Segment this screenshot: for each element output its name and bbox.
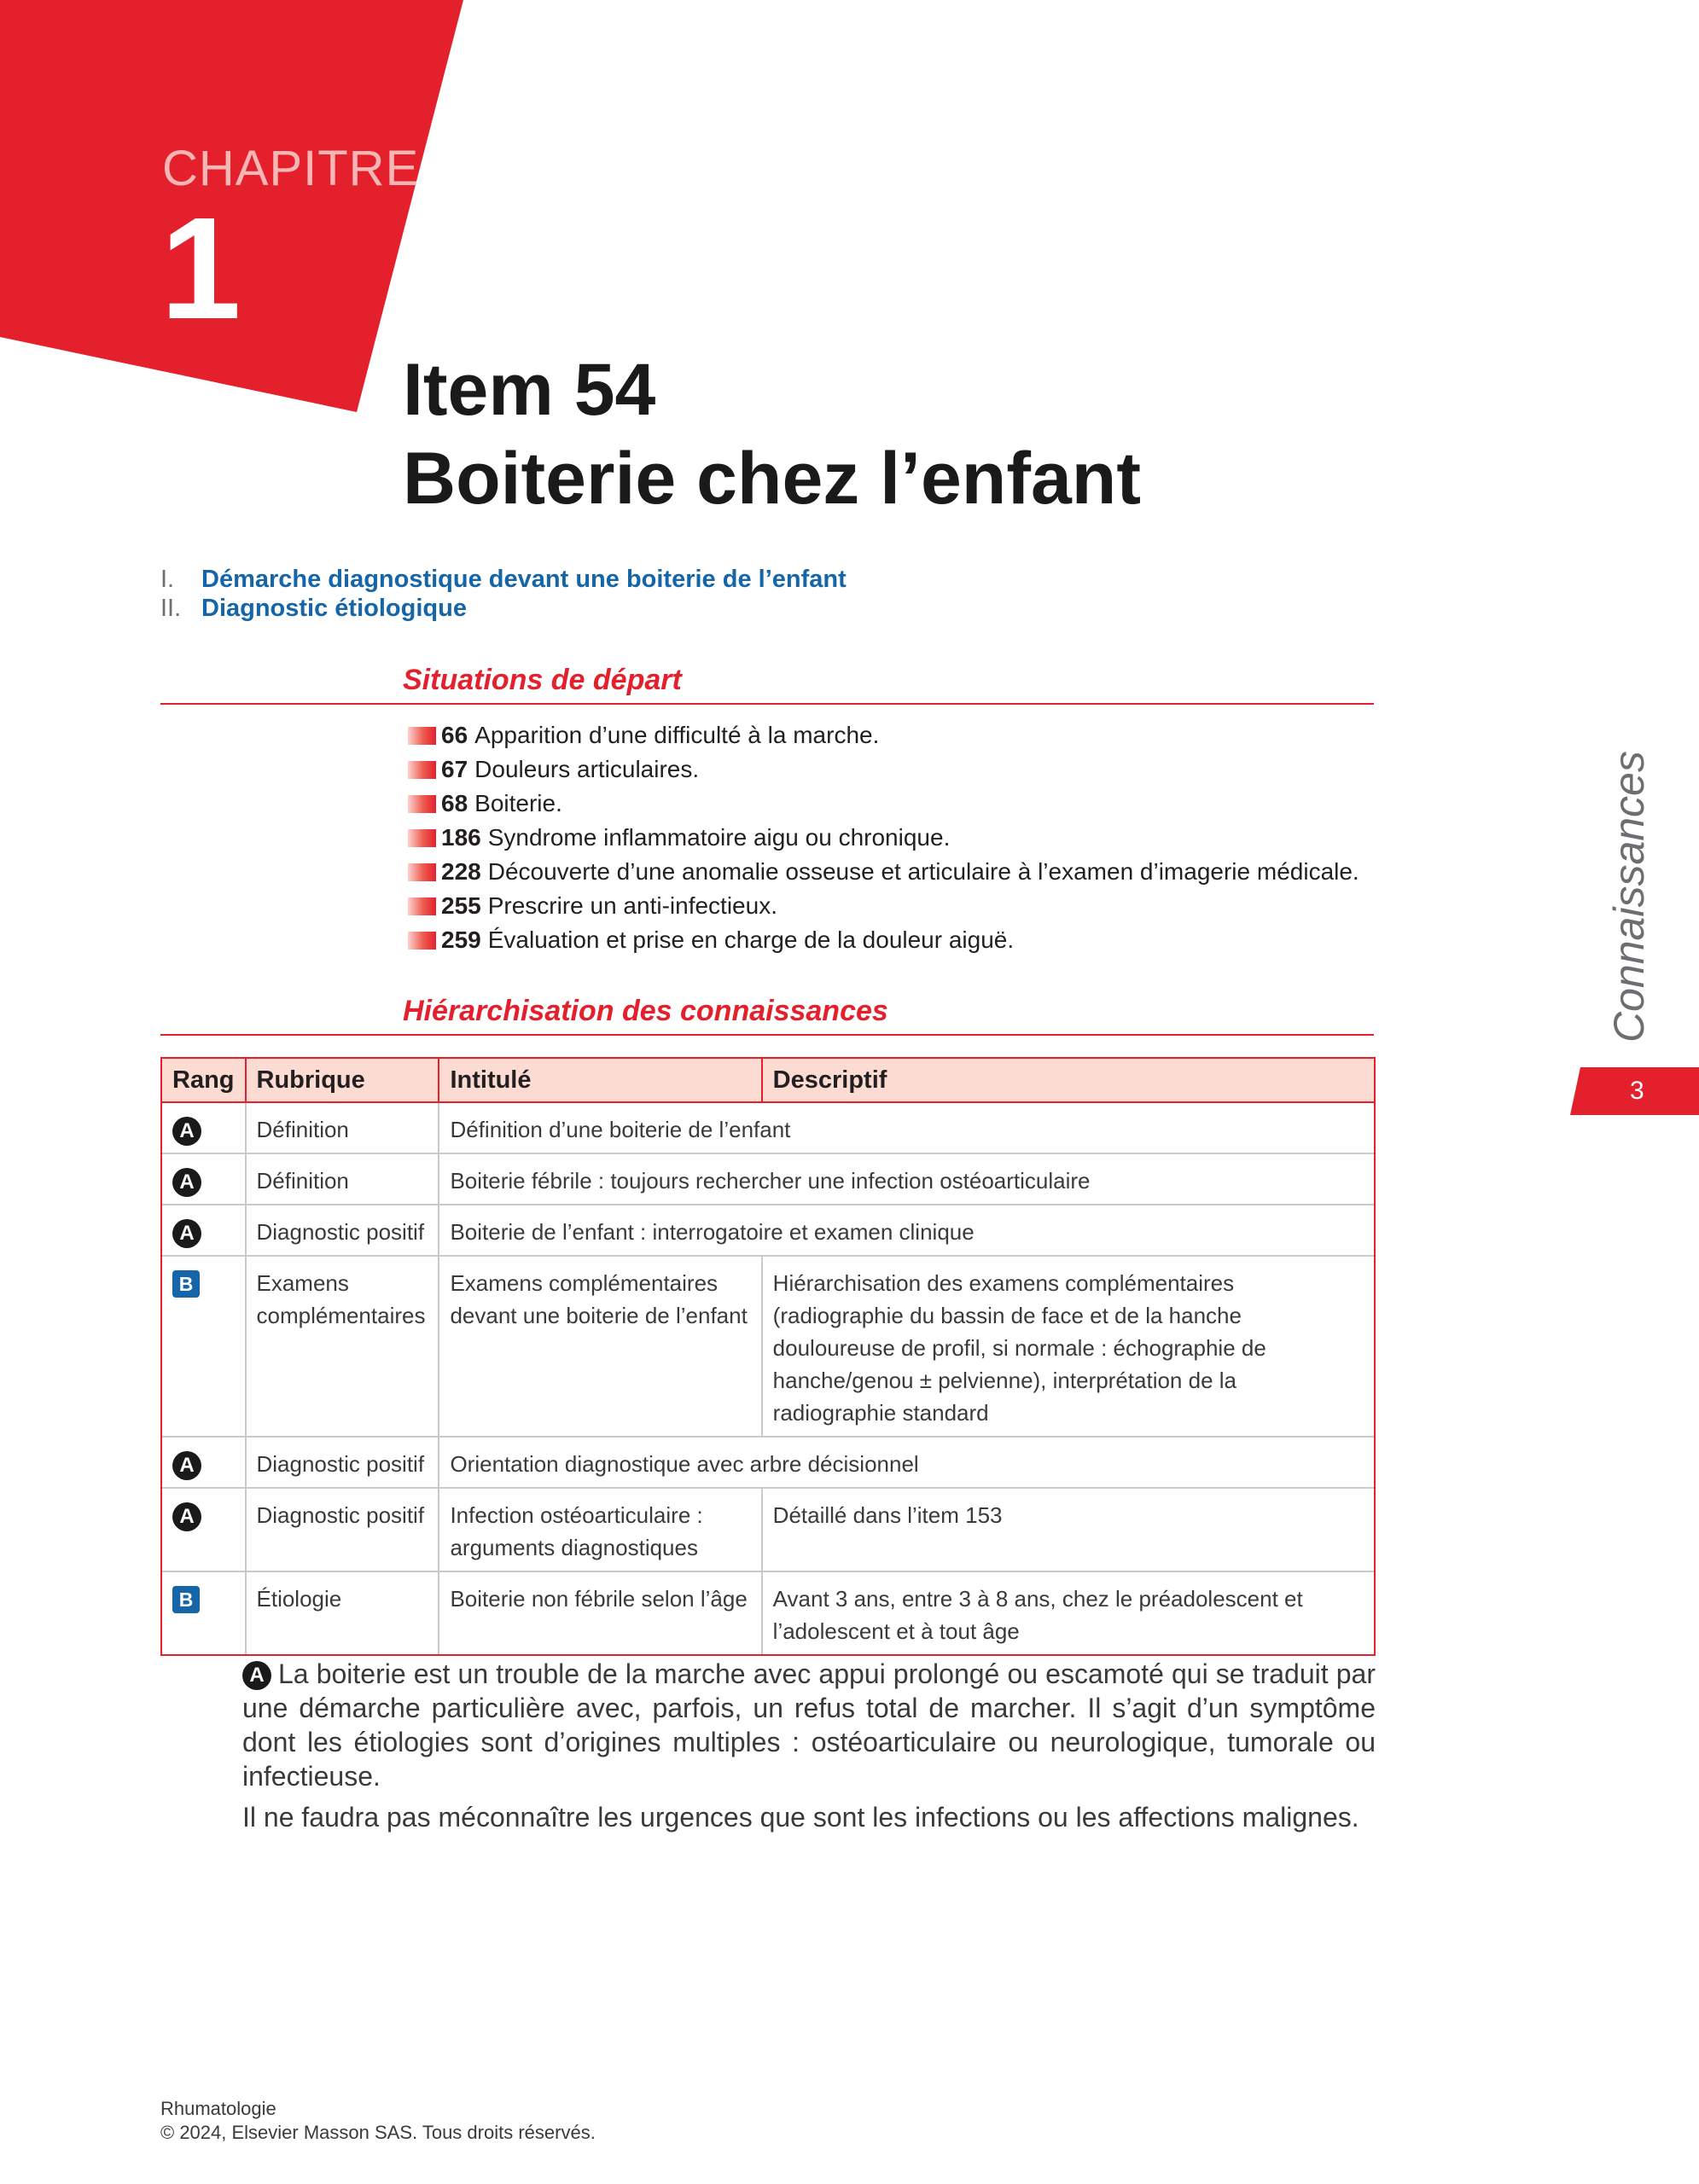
rubrique-cell: Définition (246, 1102, 439, 1153)
toc-link[interactable]: Diagnostic étiologique (201, 595, 467, 622)
rubrique-cell: Diagnostic positif (246, 1488, 439, 1571)
situations-heading: Situations de départ (403, 664, 682, 696)
toc-entry[interactable] (160, 565, 847, 594)
intitule-cell: Boiterie de l’enfant : interrogatoire et examen clinique (439, 1205, 1375, 1256)
situation-code: 255 (441, 892, 481, 919)
bullet-marker-icon (408, 829, 436, 847)
table-row (161, 1571, 1375, 1655)
situations-heading-bar (160, 664, 1374, 705)
descriptif-cell: Hiérarchisation des examens complémentaires (radiographie du bassin de face et de la hanche douloureuse de profil, si normale : échographie de hanche/genou ± pelvienne), interprétation de la radiographie standard (762, 1256, 1375, 1437)
rubrique-cell: Diagnostic positif (246, 1437, 439, 1488)
descriptif-cell: Détaillé dans l’item 153 (762, 1488, 1375, 1571)
hierarchy-table (160, 1057, 1376, 1656)
bullet-marker-icon (408, 932, 436, 950)
intro-paragraph-text: La boiterie est un trouble de la marche avec appui prolongé ou escamoté qui se traduit par une démarche particulière avec, parfois, un refus total de marcher. Il s’agit d’un symptôme dont les étiologies sont d’origines multiples : ostéoarticulaire ou neurologique, tumorale ou infectieuse. (242, 1658, 1376, 1792)
situation-code: 68 (441, 790, 468, 816)
rank-cell (161, 1153, 246, 1205)
table-row (161, 1488, 1375, 1571)
chapter-number: 1 (160, 188, 241, 350)
table-row (161, 1153, 1375, 1205)
page-title (403, 346, 1141, 523)
footer-copyright: © 2024, Elsevier Masson SAS. Tous droits réservés. (160, 2122, 596, 2143)
intitule-cell: Définition d’une boiterie de l’enfant (439, 1102, 1375, 1153)
table-header-row (161, 1058, 1375, 1102)
situation-text: Apparition d’une difficulté à la marche. (474, 722, 880, 748)
rank-a-badge: A (172, 1168, 201, 1197)
list-item (408, 787, 1359, 821)
list-item (408, 821, 1359, 855)
intitule-cell: Boiterie fébrile : toujours rechercher une infection ostéoarticulaire (439, 1153, 1375, 1205)
table-row (161, 1102, 1375, 1153)
bullet-marker-icon (408, 761, 436, 779)
item-name: Boiterie chez l’enfant (403, 438, 1141, 520)
rank-cell (161, 1437, 246, 1488)
situations-list (408, 718, 1359, 957)
page-number: 3 (1630, 1077, 1644, 1105)
rank-a-badge: A (172, 1502, 201, 1531)
situation-code: 66 (441, 722, 468, 748)
rank-cell (161, 1102, 246, 1153)
column-header-rubrique: Rubrique (246, 1058, 439, 1102)
descriptif-cell: Avant 3 ans, entre 3 à 8 ans, chez le préadolescent et l’adolescent et à tout âge (762, 1571, 1375, 1655)
list-item (408, 855, 1359, 889)
hierarchy-heading: Hiérarchisation des connaissances (403, 995, 888, 1027)
column-header-intitule: Intitulé (439, 1058, 761, 1102)
rank-a-badge: A (172, 1451, 201, 1480)
bullet-marker-icon (408, 727, 436, 745)
list-item (408, 923, 1359, 957)
footer-book-title: Rhumatologie (160, 2098, 276, 2119)
situation-text: Douleurs articulaires. (474, 756, 700, 782)
intitule-cell: Infection ostéoarticulaire : arguments diagnostiques (439, 1488, 761, 1571)
intro-paragraph: Il ne faudra pas méconnaître les urgences que sont les infections ou les affections malignes. (242, 1802, 1359, 1833)
hierarchy-heading-bar (160, 995, 1374, 1036)
intitule-cell: Examens complémentaires devant une boiterie de l’enfant (439, 1256, 761, 1437)
intro-text (242, 1657, 1376, 1841)
rubrique-cell: Étiologie (246, 1571, 439, 1655)
toc-link[interactable]: Démarche diagnostique devant une boiterie de l’enfant (201, 566, 847, 593)
rank-cell (161, 1256, 246, 1437)
section-side-label: Connaissances (1605, 751, 1653, 1043)
intitule-cell: Boiterie non fébrile selon l’âge (439, 1571, 761, 1655)
rubrique-cell: Diagnostic positif (246, 1205, 439, 1256)
item-number: Item 54 (403, 349, 656, 431)
situation-code: 186 (441, 824, 481, 851)
situation-text: Découverte d’une anomalie osseuse et articulaire à l’examen d’imagerie médicale. (487, 858, 1359, 885)
table-row (161, 1437, 1375, 1488)
rank-a-badge: A (242, 1661, 271, 1690)
table-row (161, 1256, 1375, 1437)
intro-paragraph (242, 1657, 1376, 1793)
situation-text: Syndrome inflammatoire aigu ou chronique. (487, 824, 951, 851)
list-item (408, 718, 1359, 752)
list-item (408, 889, 1359, 923)
table-of-contents (160, 565, 847, 623)
rank-cell (161, 1571, 246, 1655)
situation-text: Boiterie. (474, 790, 562, 816)
situation-code: 228 (441, 858, 481, 885)
toc-number: I. (160, 566, 175, 593)
column-header-descriptif: Descriptif (762, 1058, 1375, 1102)
footer (160, 2097, 596, 2145)
rank-cell (161, 1205, 246, 1256)
situation-code: 67 (441, 756, 468, 782)
list-item (408, 752, 1359, 787)
rubrique-cell: Définition (246, 1153, 439, 1205)
bullet-marker-icon (408, 897, 436, 915)
intitule-cell: Orientation diagnostique avec arbre décisionnel (439, 1437, 1375, 1488)
rank-a-badge: A (172, 1219, 201, 1248)
toc-number: II. (160, 595, 182, 622)
rank-cell (161, 1488, 246, 1571)
bullet-marker-icon (408, 863, 436, 881)
toc-entry[interactable] (160, 594, 847, 623)
rubrique-cell: Examens complémentaires (246, 1256, 439, 1437)
situation-text: Évaluation et prise en charge de la douleur aiguë. (487, 926, 1015, 953)
bullet-marker-icon (408, 795, 436, 813)
table-row (161, 1205, 1375, 1256)
situation-code: 259 (441, 926, 481, 953)
situation-text: Prescrire un anti-infectieux. (487, 892, 777, 919)
rank-b-badge: B (172, 1270, 200, 1298)
rank-b-badge: B (172, 1586, 200, 1613)
column-header-rang: Rang (161, 1058, 246, 1102)
chapter-label: CHAPITRE (162, 141, 420, 196)
rank-a-badge: A (172, 1117, 201, 1146)
